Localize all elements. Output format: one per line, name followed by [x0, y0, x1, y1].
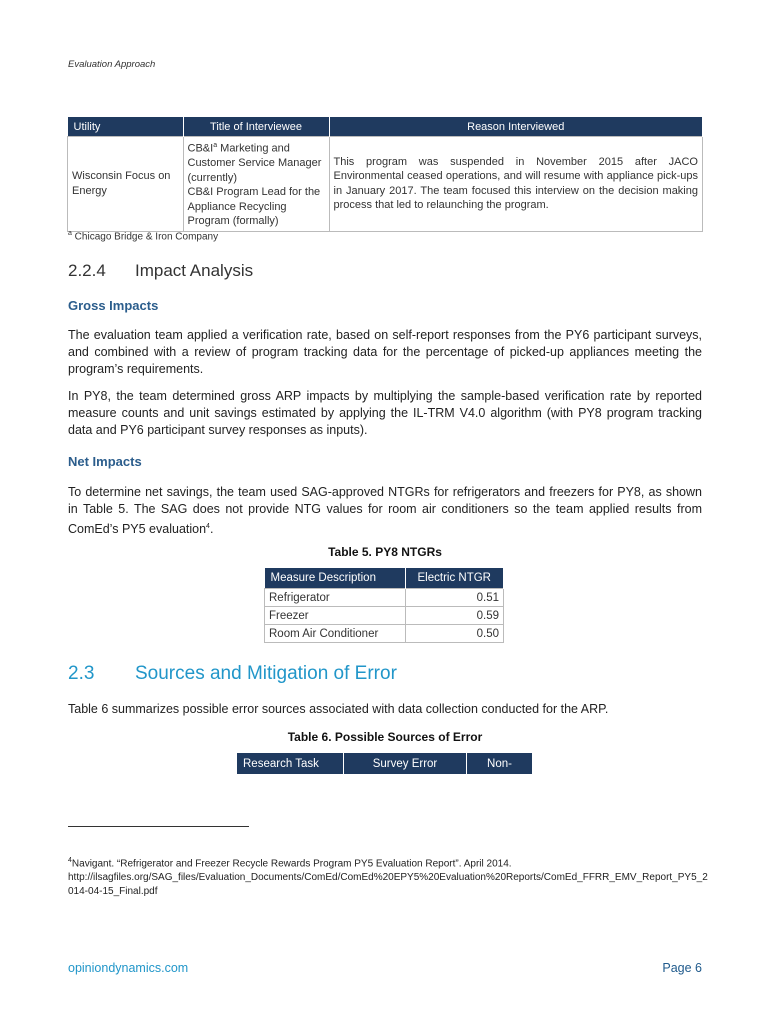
section-title: Impact Analysis — [135, 261, 254, 280]
table-row — [265, 589, 504, 607]
title-part-b: Marketing and Customer Service Manager (currently) — [187, 142, 322, 184]
col-header-non: Non- — [467, 753, 533, 774]
title-part-a: CB&I — [187, 142, 214, 155]
title-cell — [183, 137, 329, 232]
running-header: Evaluation Approach — [68, 59, 156, 70]
title-part-c: CB&I Program Lead for the Appliance Recycling Program (formally) — [187, 186, 321, 228]
footnote-text: Chicago Bridge & Iron Company — [71, 231, 219, 243]
section-heading-224 — [68, 261, 253, 281]
page-number: Page 6 — [662, 961, 702, 975]
measure-cell: Freezer — [265, 607, 406, 625]
col-header-title: Title of Interviewee — [183, 117, 329, 137]
table-row — [68, 137, 703, 232]
measure-cell: Refrigerator — [265, 589, 406, 607]
ntgr-cell: 0.59 — [405, 607, 504, 625]
subheading-net-impacts: Net Impacts — [68, 454, 142, 469]
table6-caption: Table 6. Possible Sources of Error — [287, 730, 483, 744]
table-row — [265, 607, 504, 625]
ntgr-cell: 0.51 — [405, 589, 504, 607]
section-title: Sources and Mitigation of Error — [135, 663, 397, 684]
ntgr-table — [264, 568, 504, 643]
error-sources-table — [237, 753, 533, 774]
paragraph-end: . — [209, 522, 214, 537]
ntgr-cell: 0.50 — [405, 625, 504, 643]
paragraph: Table 6 summarizes possible error sources associated with data collection conducted for the ARP. — [68, 702, 609, 716]
footnote-divider — [68, 826, 249, 827]
subheading-gross-impacts: Gross Impacts — [68, 298, 159, 313]
paragraph: In PY8, the team determined gross ARP impacts by multiplying the sample-based verification rate by reported measure counts and unit savings estimated by applying the IL-TRM V4.0 algorithm (with PY8 program tracking data and PY6 participant survey responses as inputs). — [68, 389, 702, 437]
utility-cell: Wisconsin Focus on Energy — [68, 137, 184, 232]
col-header-reason: Reason Interviewed — [329, 117, 703, 137]
section-heading-23 — [68, 663, 397, 685]
footnote-ref: 4 — [206, 523, 210, 530]
col-header-research-task: Research Task — [237, 753, 344, 774]
footnote-marker: 4 — [68, 857, 72, 864]
footnote-marker: a — [68, 230, 72, 237]
footer-website[interactable]: opiniondynamics.com — [68, 961, 189, 975]
measure-cell: Room Air Conditioner — [265, 625, 406, 643]
paragraph-text: To determine net savings, the team used SAG-approved NTGRs for refrigerators and freezers for PY8, as shown in Table 5. The SAG does not provide NTG values for room air conditioners so the team applied results from ComEd’s PY5 evaluation — [68, 485, 702, 537]
footnote-url[interactable]: http://ilsagfiles.org/SAG_files/Evaluation_Documents/ComEd/ComEd%20EPY5%20Evaluation%20Reports/ComEd_FFRR_EMV_Report_PY5_2014-04-15_Final.pdf — [68, 872, 708, 898]
interview-table — [67, 117, 703, 232]
footnote-4 — [68, 854, 708, 899]
paragraph — [68, 484, 702, 538]
col-header-ntgr: Electric NTGR — [405, 568, 504, 589]
reason-cell: This program was suspended in November 2015 after JACO Environmental ceased operations, and will resume with appliance pick-ups in January 2017. The team focused this interview on the decision making process that led to relaunching the program. — [329, 137, 703, 232]
paragraph: The evaluation team applied a verification rate, based on self-report responses from the PY6 participant surveys, and combined with a review of program tracking data for the percentage of picked-up appliances meeting the program’s requirements. — [68, 328, 702, 376]
footnote-text: Navigant. “Refrigerator and Freezer Recycle Rewards Program PY5 Evaluation Report”. April 2014. — [71, 858, 512, 870]
section-number: 2.3 — [68, 663, 95, 684]
title-sup: a — [213, 142, 218, 149]
col-header-utility: Utility — [68, 117, 184, 137]
table-row — [265, 625, 504, 643]
col-header-survey-error: Survey Error — [344, 753, 467, 774]
table-footnote — [68, 230, 218, 242]
table5-caption: Table 5. PY8 NTGRs — [328, 545, 442, 559]
col-header-measure: Measure Description — [265, 568, 406, 589]
section-number: 2.2.4 — [68, 261, 106, 280]
